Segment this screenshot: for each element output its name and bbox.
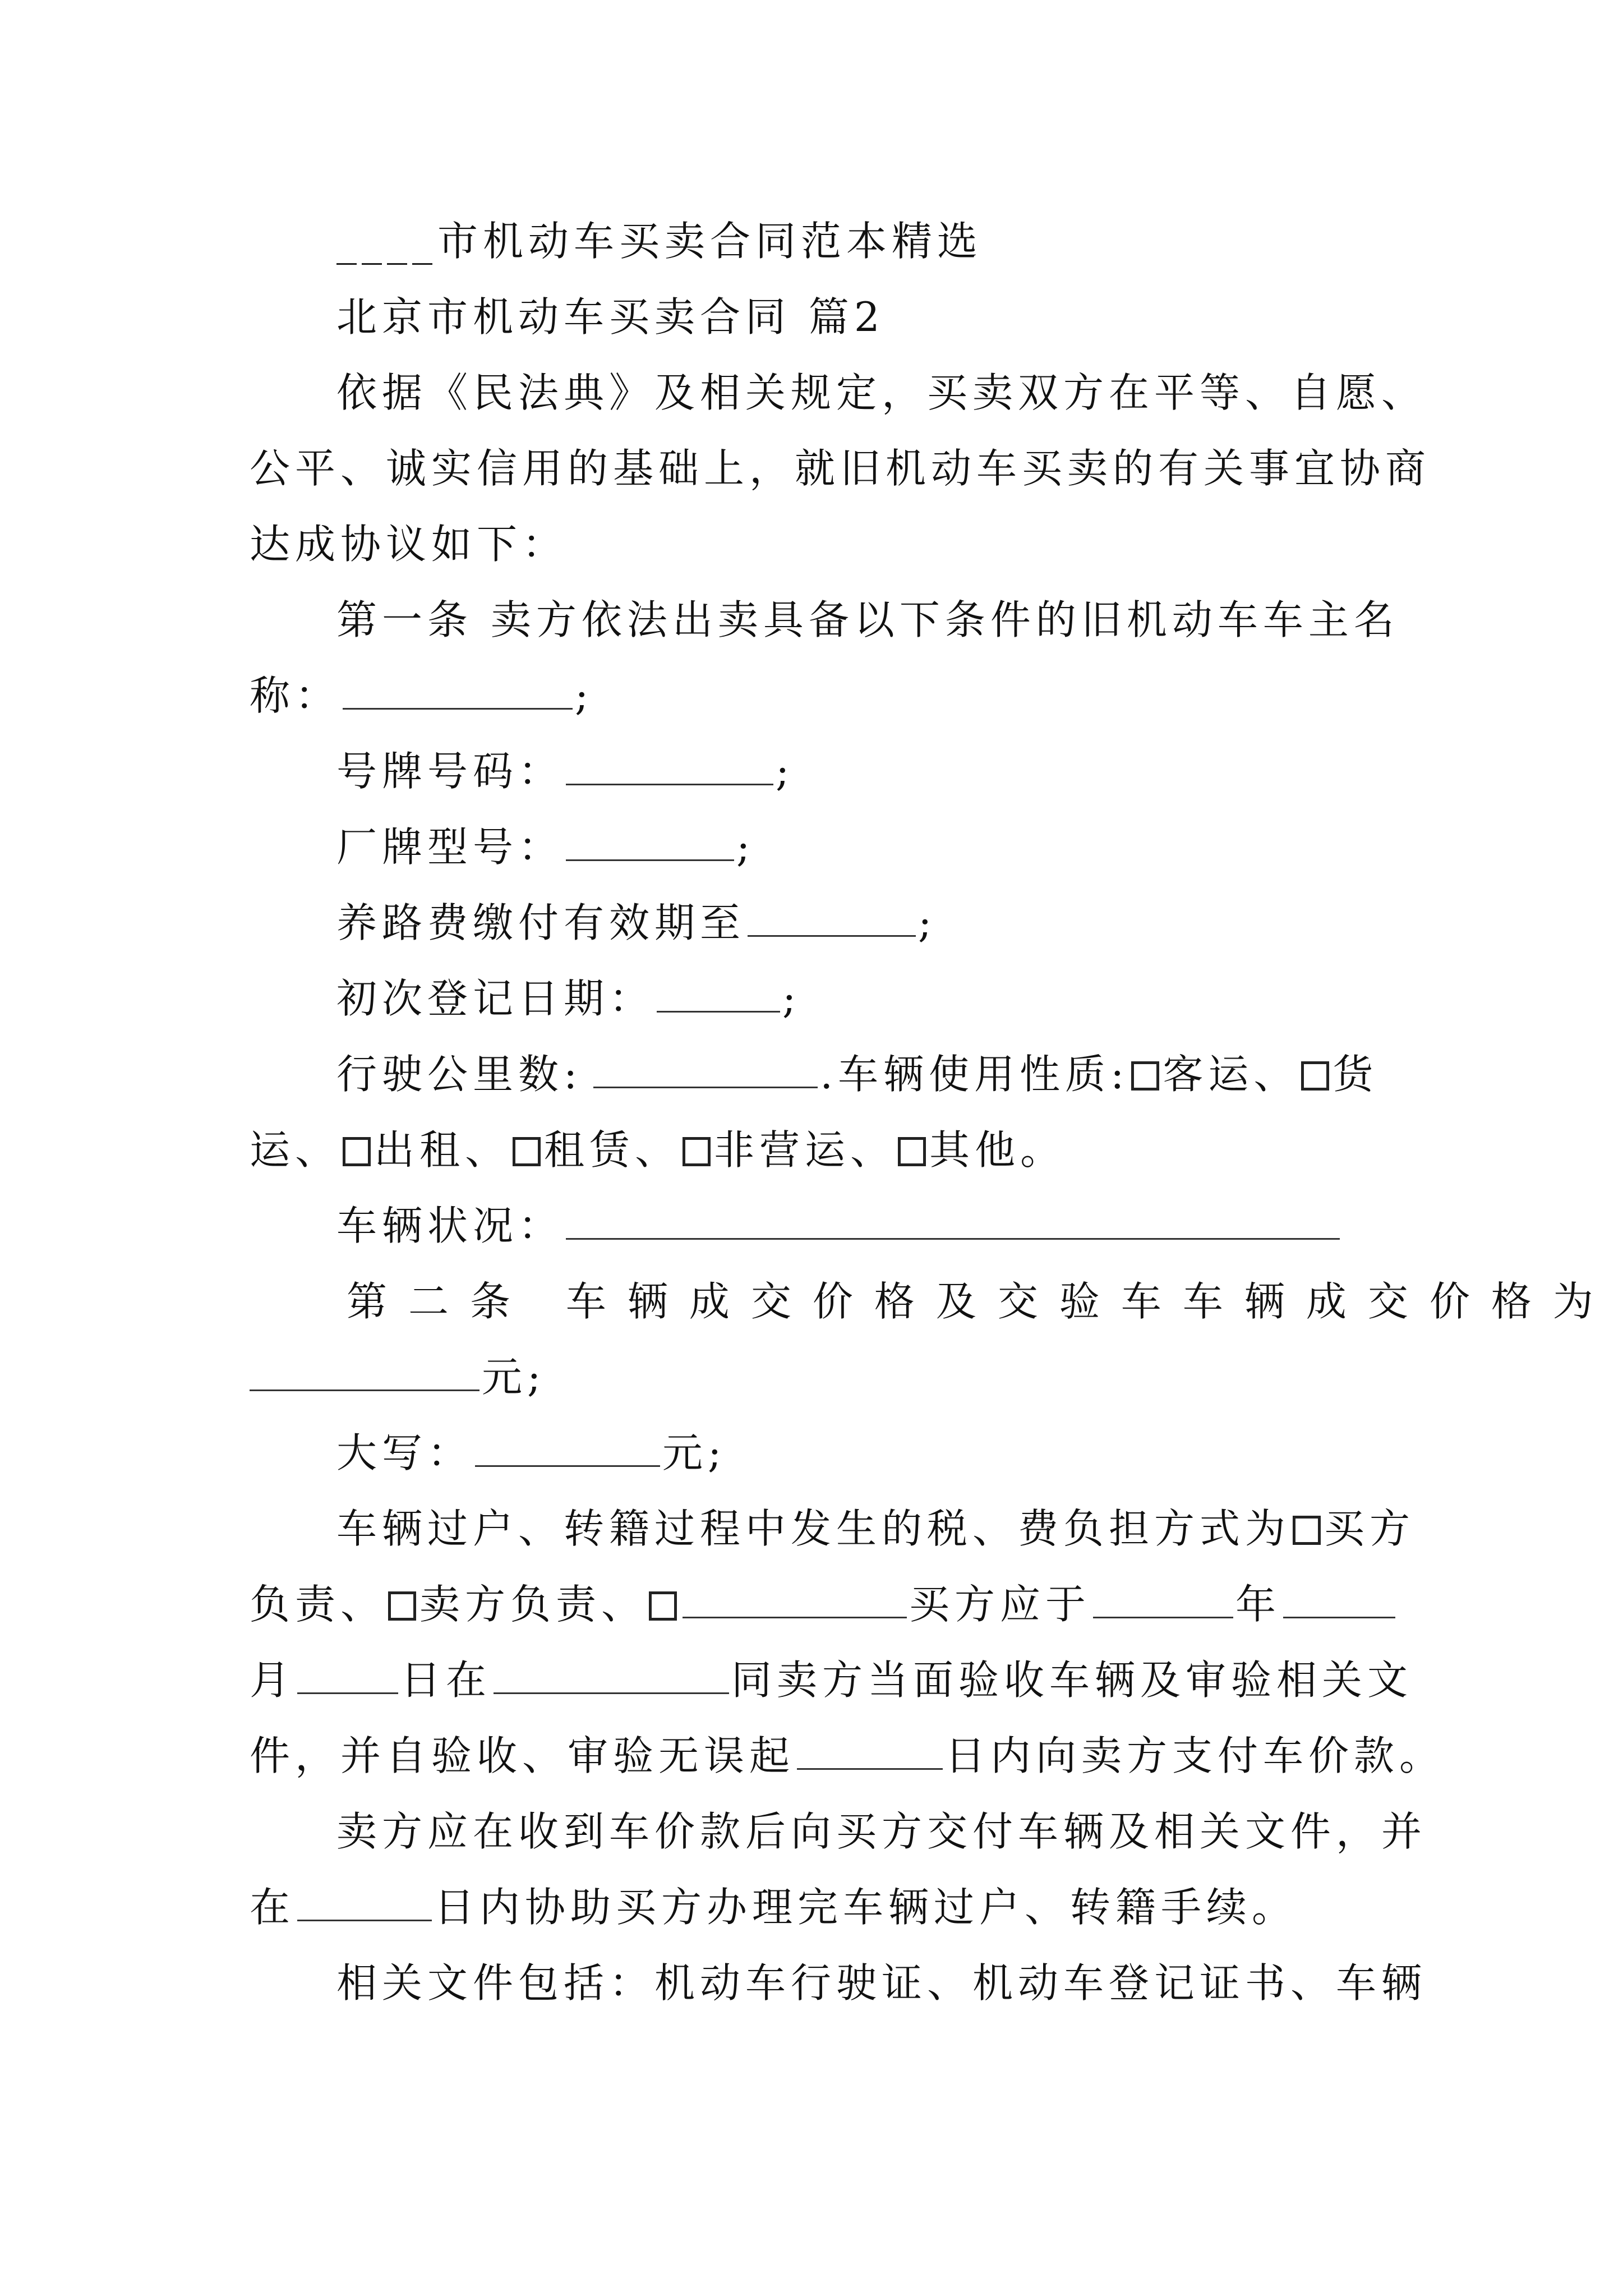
owner-name-row [250, 668, 1388, 724]
date-row [250, 1652, 1413, 1708]
document-title: ____市机动车买卖合同范本精选 [336, 218, 983, 265]
intro-line-3: 达成协议如下： [250, 521, 568, 568]
road-fee-label: 养路费缴付有效期至 [336, 899, 746, 946]
owner-name-blank [343, 671, 573, 710]
buyer-pays: 买方 [1324, 1505, 1415, 1552]
checkbox-lease [513, 1137, 541, 1166]
usage-nonoperating: 非营运、 [714, 1126, 896, 1174]
semicolon: ; [776, 748, 795, 795]
vehicle-condition-blank [566, 1201, 1340, 1240]
semicolon: ; [575, 672, 594, 719]
day-blank [297, 1655, 398, 1694]
model-blank [566, 822, 734, 861]
usage-label: .车辆使用性质: [820, 1051, 1129, 1098]
pay-days-blank [797, 1731, 943, 1770]
seller-pays: 卖方负责、 [419, 1581, 647, 1628]
checkbox-buyer-pays [1293, 1516, 1321, 1545]
day-at: 日在 [400, 1657, 492, 1704]
document-subtitle: 北京市机动车买卖合同 篇2 [336, 293, 885, 341]
road-fee-row [336, 895, 1391, 951]
plate-number-blank [566, 747, 773, 785]
article2-heading: 第二条 车辆成交价格及交验车车辆成交价格为 [347, 1278, 1615, 1325]
owner-name-label: 称： [250, 672, 341, 719]
vehicle-condition-row [336, 1198, 1391, 1254]
price-row [250, 1349, 1388, 1405]
location-blank [494, 1655, 729, 1694]
transfer-days-blank [297, 1883, 432, 1921]
model-label: 厂牌型号： [336, 823, 564, 871]
semicolon: ; [918, 899, 937, 946]
price-blank [250, 1352, 479, 1391]
tax-text: 车辆过户、转籍过程中发生的税、费负担方式为 [336, 1505, 1291, 1552]
intro-line-1: 依据《民法典》及相关规定，买卖双方在平等、自愿、 [336, 369, 1427, 416]
checkbox-freight [1301, 1061, 1329, 1091]
plate-number-row [336, 743, 1391, 799]
documents-line: 相关文件包括：机动车行驶证、机动车登记证书、车辆 [336, 1959, 1427, 2007]
checkbox-other-pays [649, 1591, 677, 1621]
usage-freight-cont: 运、 [250, 1126, 341, 1174]
month-label: 月 [250, 1657, 296, 1704]
first-registration-row [336, 970, 1391, 1027]
buyer-should: 买方应于 [909, 1581, 1091, 1628]
month-blank [1283, 1580, 1395, 1618]
semicolon: ; [782, 975, 801, 1022]
usage-taxi: 出租、 [374, 1126, 511, 1174]
semicolon: ; [736, 823, 755, 871]
checkbox-passenger [1131, 1061, 1159, 1091]
model-row [336, 819, 1391, 875]
tax-row-2 [250, 1576, 1388, 1632]
deliver-at: 在 [250, 1884, 296, 1931]
first-registration-label: 初次登记日期： [336, 975, 655, 1022]
usage-freight: 货 [1332, 1051, 1378, 1098]
inspect-cont: 件，并自验收、审验无误起 [250, 1732, 795, 1779]
mileage-row [336, 1046, 1391, 1102]
year-label: 年 [1235, 1581, 1281, 1628]
year-blank [1093, 1580, 1233, 1618]
article1-heading: 第一条 卖方依法出卖具备以下条件的旧机动车车主名 [336, 596, 1399, 643]
pay-within: 日内向卖方支付车价款。 [945, 1732, 1445, 1779]
intro-line-2: 公平、诚实信用的基础上，就旧机动车买卖的有关事宜协商 [250, 445, 1431, 492]
buyer-pays-cont: 负责、 [250, 1581, 386, 1628]
payment-row [250, 1728, 1445, 1784]
plate-number-label: 号牌号码： [336, 748, 564, 795]
usage-row-2 [250, 1122, 1388, 1178]
first-registration-blank [657, 974, 780, 1013]
other-pays-blank [683, 1580, 907, 1618]
road-fee-blank [748, 898, 916, 937]
mileage-blank [593, 1050, 818, 1088]
price-capital-blank [475, 1428, 660, 1467]
checkbox-taxi [343, 1137, 371, 1166]
checkbox-nonoperating [683, 1137, 711, 1166]
delivery-row-2 [250, 1879, 1388, 1935]
inspect-text: 同卖方当面验收车辆及审验相关文 [731, 1657, 1413, 1704]
delivery-line-1: 卖方应在收到车价款后向买方交付车辆及相关文件，并 [336, 1808, 1427, 1855]
price-capital-yuan: 元; [662, 1429, 727, 1476]
price-capital-label: 大写： [336, 1429, 473, 1476]
vehicle-condition-label: 车辆状况： [336, 1202, 564, 1249]
checkbox-other [898, 1137, 926, 1166]
mileage-label: 行驶公里数: [336, 1051, 583, 1098]
tax-row [336, 1501, 1415, 1557]
usage-other: 其他。 [929, 1126, 1066, 1174]
price-yuan: 元; [482, 1354, 546, 1401]
checkbox-seller-pays [388, 1591, 416, 1621]
deliver-text: 日内协助买方办理完车辆过户、转籍手续。 [434, 1884, 1298, 1931]
usage-lease: 租赁、 [544, 1126, 681, 1174]
price-capital-row [336, 1425, 1391, 1481]
usage-passenger: 客运、 [1163, 1051, 1299, 1098]
